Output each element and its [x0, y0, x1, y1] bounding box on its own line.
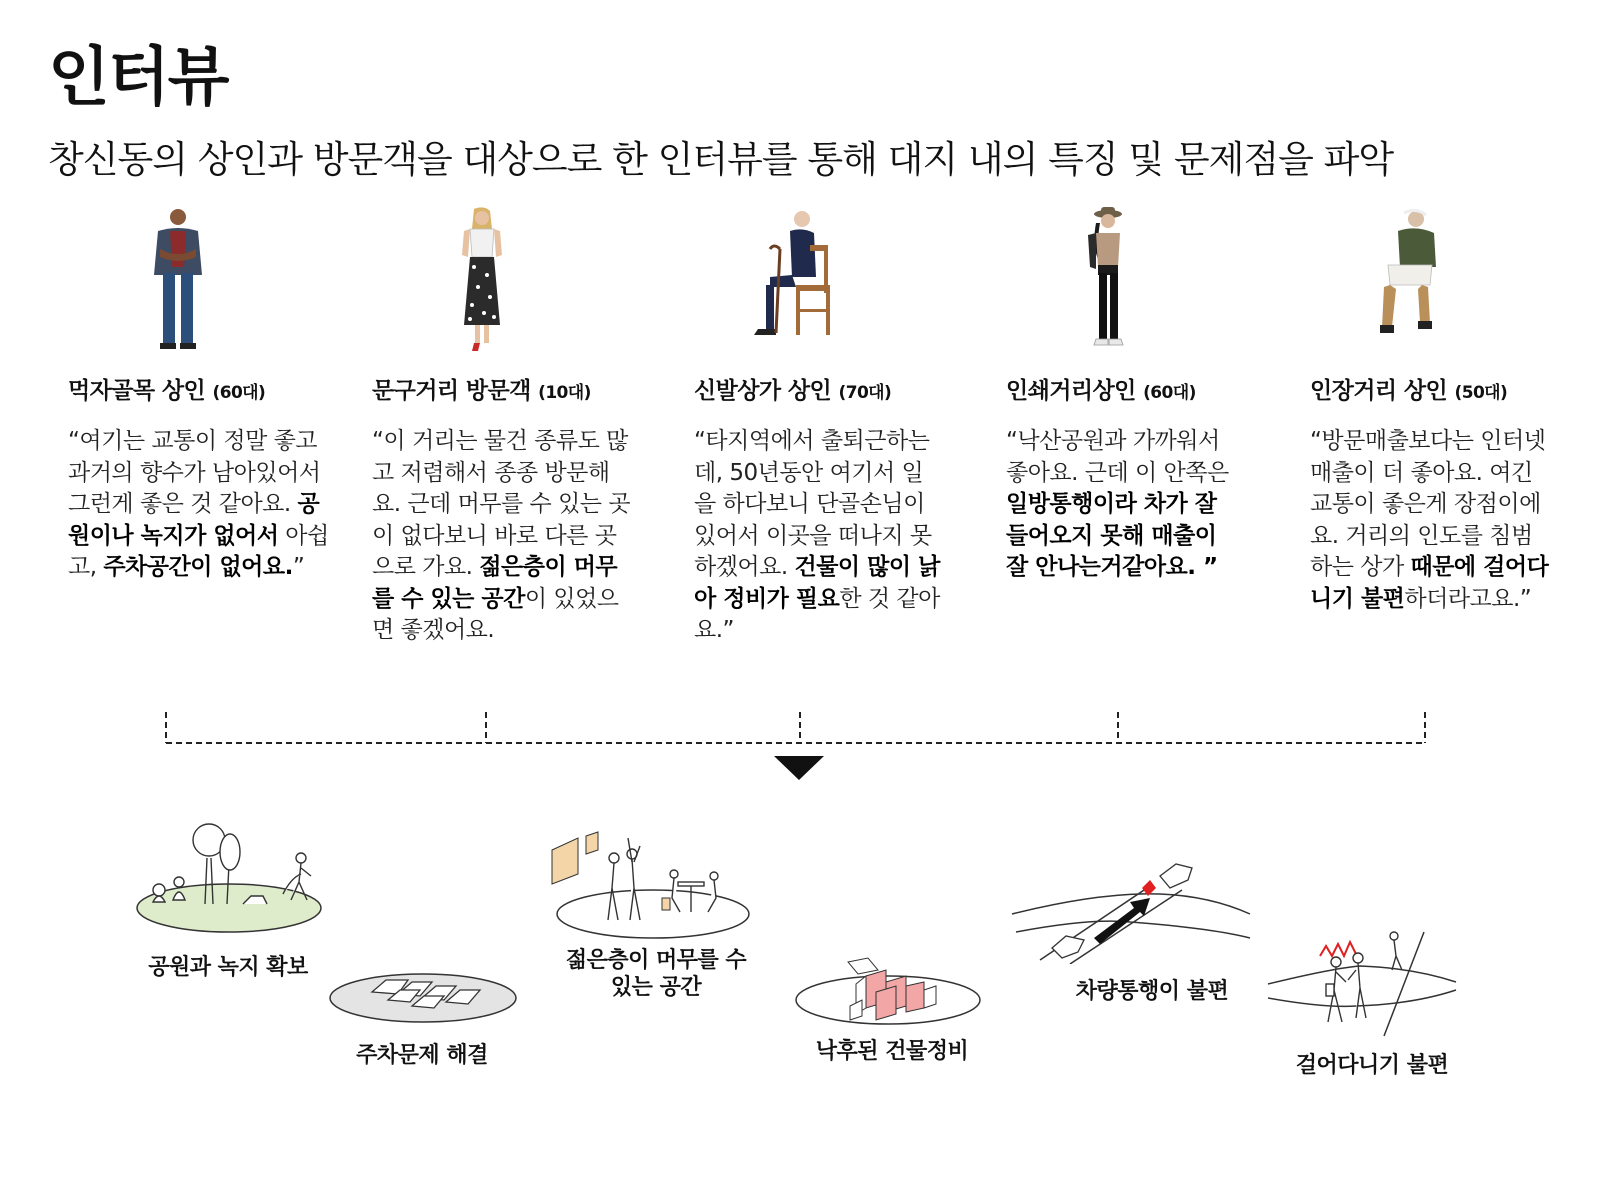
interviewee-age: (60대): [1143, 383, 1196, 403]
quote-highlight: 공원이나 녹지가 없어서: [68, 491, 320, 549]
parking-illustration: [328, 966, 518, 1024]
interviewee-role: 신발상가 상인: [694, 378, 832, 404]
quote-text: “여기는 교통이 정말 좋고 과거의 향수가 남아있어서 그런게 좋은 것 같아요.: [68, 428, 321, 517]
traffic-illustration: [1010, 858, 1254, 964]
interviewee-quote-4: [1006, 426, 1236, 584]
interviewee-heading-4: [1006, 378, 1196, 406]
interviewee-quote-1: [68, 426, 330, 584]
interviewee-quote-5: [1310, 426, 1550, 615]
quote-text: “낙산공원과 가까워서 좋아요. 근데 이 안쪽은: [1006, 428, 1229, 486]
interviewee-role: 인장거리 상인: [1310, 378, 1448, 404]
quote-highlight: 일방통행이라 차가 잘 들어오지 못해 매출이 잘 안나는거같아요. ”: [1006, 491, 1218, 580]
quote-highlight: 젊은층이 머무를 수 있는 공간: [372, 554, 618, 612]
down-arrow-icon: [774, 756, 824, 780]
interviewee-age: (50대): [1454, 383, 1508, 403]
interviewee-heading-1: [68, 378, 265, 406]
quote-text: “방문매출보다는 인터넷 매출이 더 좋아요. 여긴 교통이 좋은게 장점이에요. 거리의 인도를 침범하는 상가: [1310, 428, 1546, 580]
interviewee-age: (10대): [538, 383, 591, 403]
quote-text: 이 있었으면 좋겠어요.: [372, 585, 619, 643]
quote-highlight: 때문에 걸어다니기 불편: [1310, 554, 1549, 612]
walking-illustration: [1264, 926, 1460, 1046]
interviewee-age: (60대): [212, 383, 266, 403]
page-subtitle: 창신동의 상인과 방문객을 대상으로 한 인터뷰를 통해 대지 내의 특징 및 문제점을 파악: [48, 138, 1394, 181]
interviewee-quote-2: [372, 426, 634, 647]
issue-label-traffic: 차량통행이 불편: [1075, 979, 1229, 1004]
interviewee-heading-3: [694, 378, 891, 406]
interviewee-role: 먹자골목 상인: [68, 378, 206, 404]
page-title: 인터뷰: [48, 41, 228, 115]
quote-text: 한 것 같아요.”: [694, 585, 940, 643]
person-figure-2: [432, 205, 532, 355]
issue-label-park: 공원과 녹지 확보: [148, 955, 308, 980]
park-green-illustration: [133, 818, 325, 936]
youth-space-illustration: [548, 828, 754, 940]
quote-text: 하더라고요.”: [1404, 585, 1532, 612]
person-figure-1: [128, 205, 228, 355]
person-figure-4: [1058, 205, 1158, 355]
interviewee-heading-2: [372, 378, 591, 406]
interviewee-age: (70대): [838, 383, 892, 403]
summary-bracket: [0, 700, 1600, 790]
issue-label-walking: 걸어다니기 불편: [1295, 1053, 1449, 1078]
interviewee-heading-5: [1310, 378, 1507, 406]
issue-label-parking: 주차문제 해결: [356, 1043, 488, 1068]
quote-highlight: 주차공간이 없어요.: [103, 554, 293, 580]
quote-text: “타지역에서 출퇴근하는데, 50년동안 여기서 일을 하다보니 단골손님이 있어서 이곳을 떠나지 못하겠어요.: [694, 428, 932, 580]
person-figure-3: [740, 205, 840, 355]
quote-text: ”: [292, 554, 305, 580]
quote-highlight: 건물이 많이 낡아 정비가 필요: [694, 554, 940, 612]
quote-text: 아쉽고,: [68, 522, 329, 580]
person-figure-5: [1360, 205, 1460, 355]
interviewee-role: 인쇄거리상인: [1006, 378, 1136, 404]
quote-text: “이 거리는 물건 종류도 많고 저렴해서 종종 방문해요. 근데 머무를 수 있는 곳이 없다보니 바로 다른 곳으로 가요.: [372, 428, 631, 580]
interviewee-role: 문구거리 방문객: [372, 378, 531, 404]
old-buildings-illustration: [792, 956, 984, 1030]
issue-label-youth-space: 젊은층이 머무를 수 있는 공간: [565, 948, 747, 1000]
issue-label-old-buildings: 낙후된 건물정비: [815, 1039, 969, 1064]
interviewee-quote-3: [694, 426, 944, 647]
